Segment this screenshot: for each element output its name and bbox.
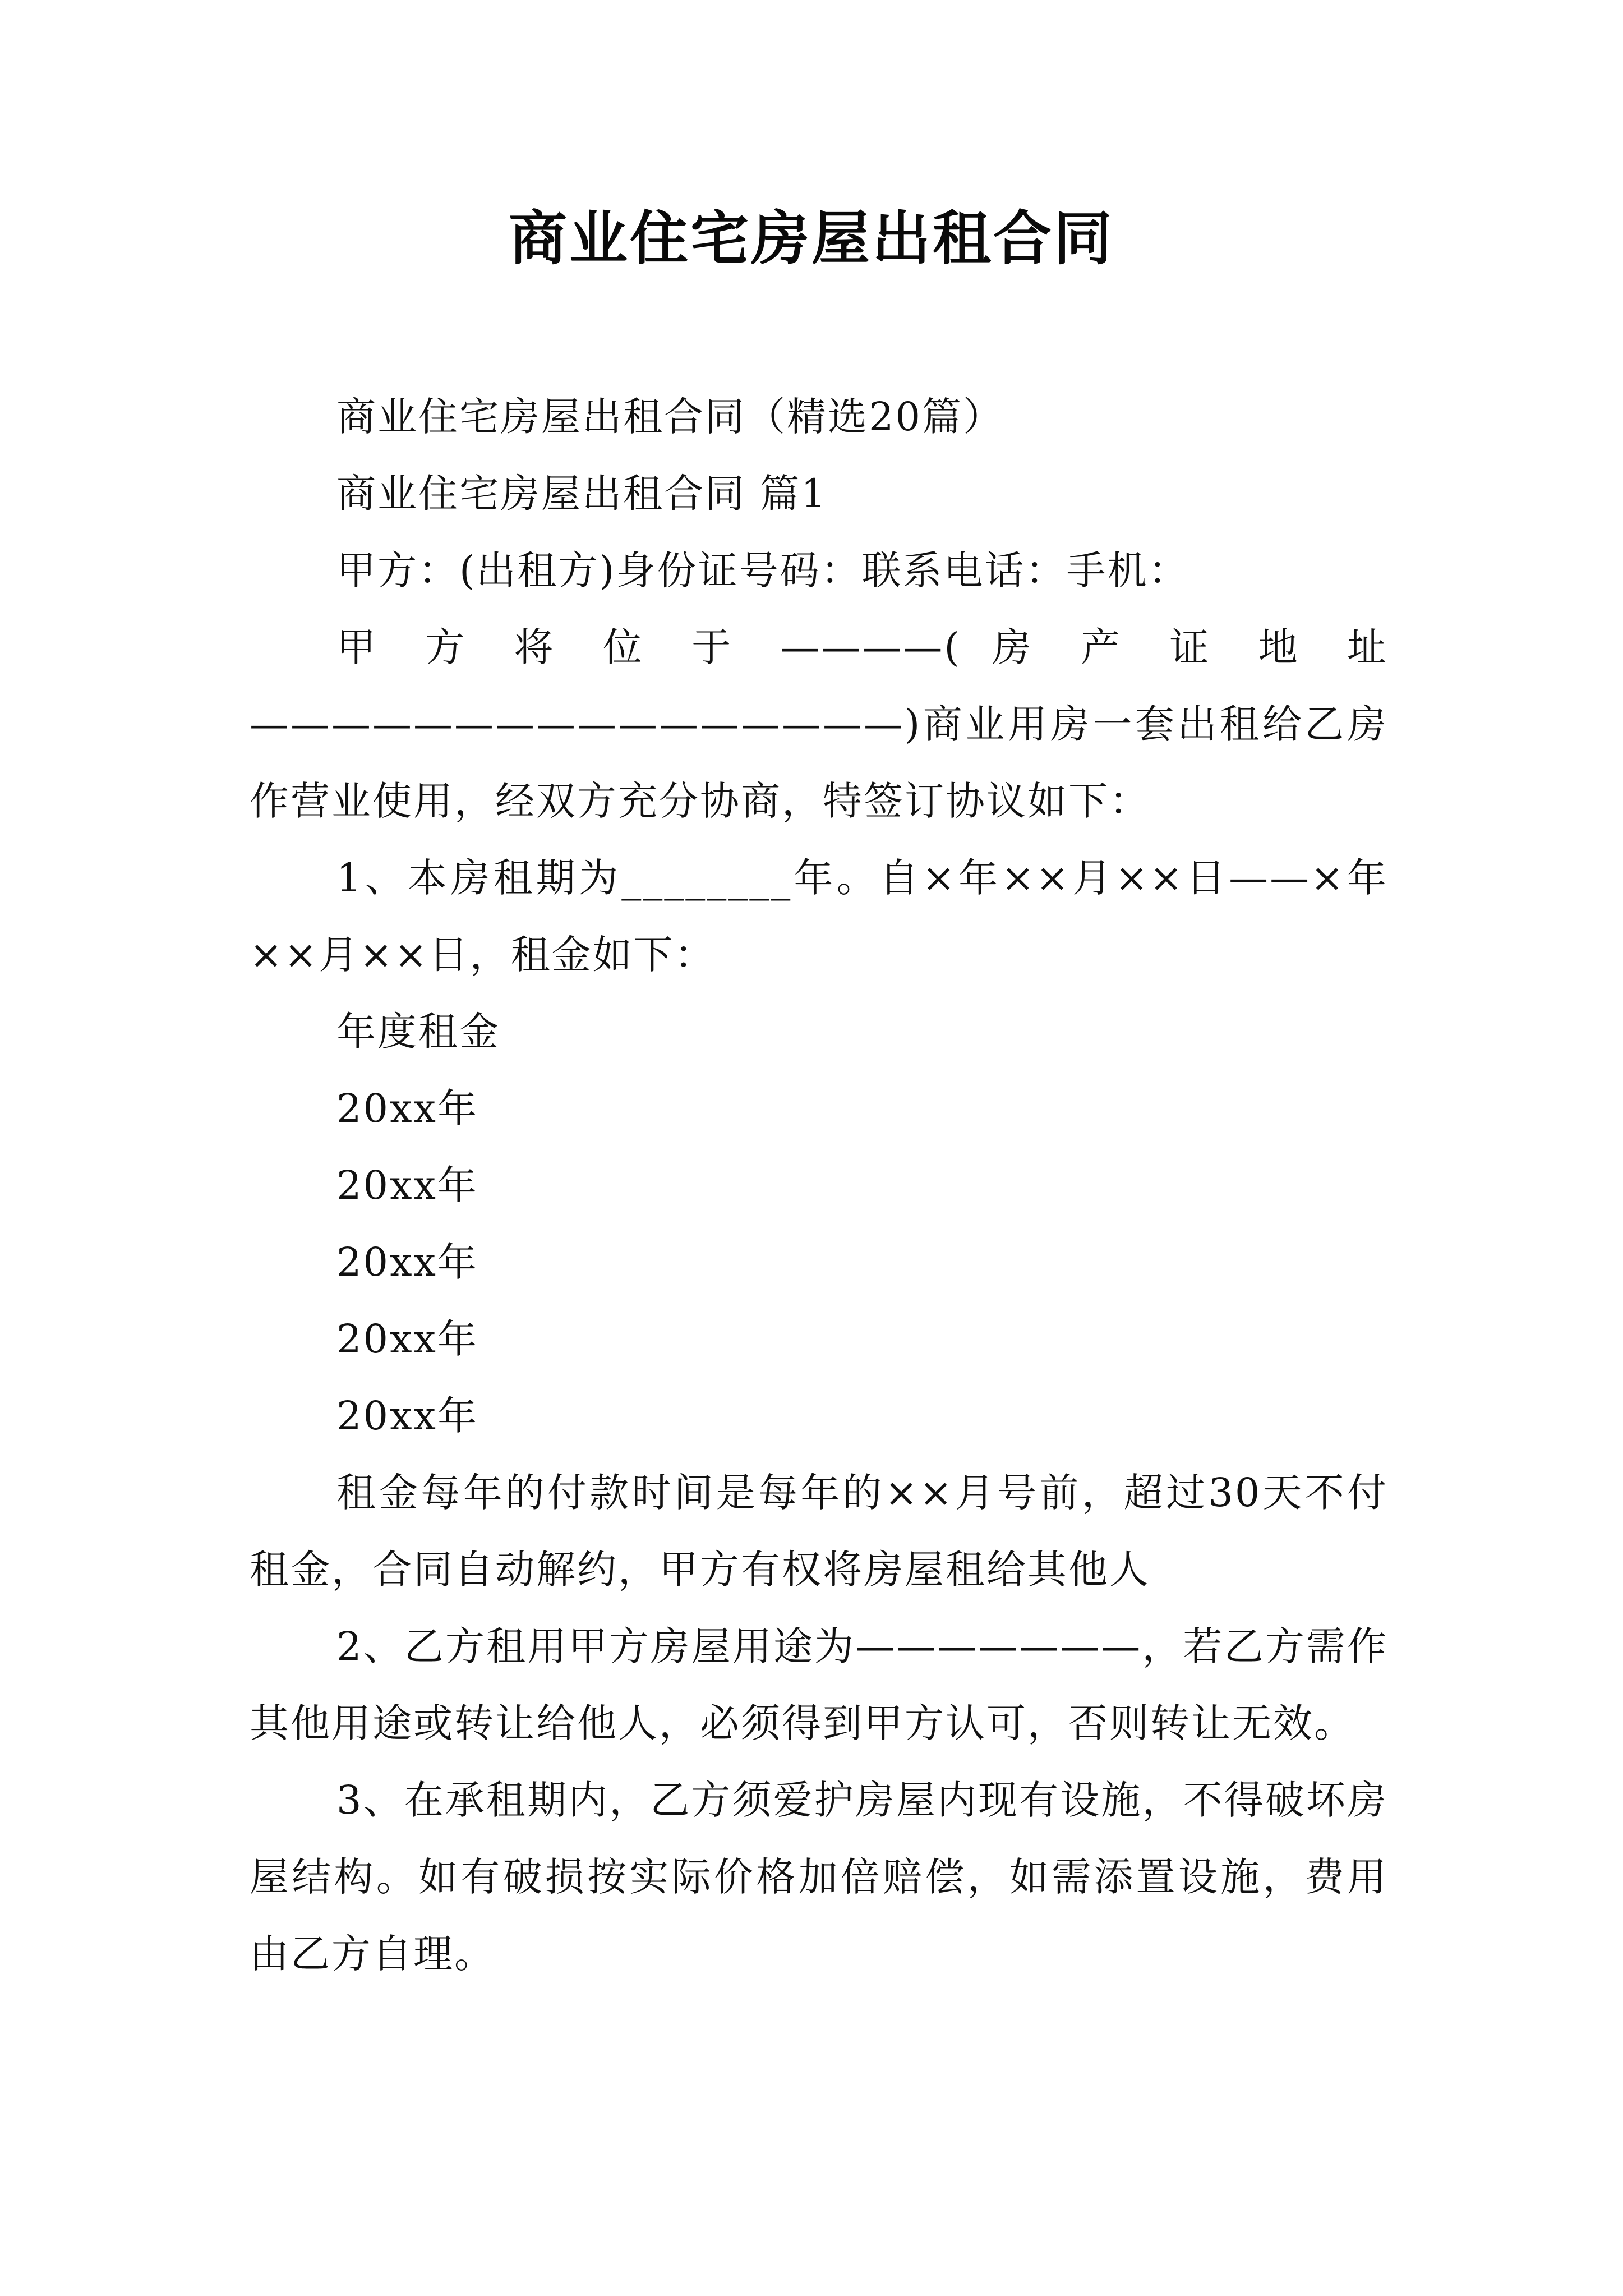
paragraph-year-3: 20xx年 <box>336 1239 479 1285</box>
document-title: 商业住宅房屋出租合同 <box>508 204 1114 273</box>
paragraph-year-1: 20xx年 <box>336 1085 479 1131</box>
paragraph-year-5: 20xx年 <box>336 1393 479 1439</box>
paragraph-year-4: 20xx年 <box>336 1316 479 1362</box>
paragraph-property-location: 甲 方 将 位 于 ————( 房 产 证 地 址 <box>336 624 1388 670</box>
paragraph-clause-3: 3、在承租期内，乙方须爱护房屋内现有设施，不得破坏房屋结构。如有破损按实际价格加倍赔偿，如需添置设施，费用由乙方自理。 <box>250 1777 1388 1977</box>
document-body <box>250 379 1388 1993</box>
paragraph-property-use: ————————————————)商业用房一套出租给乙房作营业使用，经双方充分协商，特签订协议如下： <box>250 701 1388 824</box>
paragraph-payment-terms: 租金每年的付款时间是每年的××月号前，超过30天不付租金，合同自动解约，甲方有权将房屋租给其他人 <box>250 1470 1388 1593</box>
paragraph-year-2: 20xx年 <box>336 1162 479 1208</box>
paragraph-subtitle: 商业住宅房屋出租合同（精选20篇） <box>336 394 1004 440</box>
paragraph-annual-rent: 年度租金 <box>336 1009 500 1055</box>
paragraph-clause-2: 2、乙方租用甲方房屋用途为———————，若乙方需作其他用途或转让给他人，必须得到甲方认可，否则转让无效。 <box>250 1623 1388 1746</box>
paragraph-clause-1: 1、本房租期为________年。自×年××月××日——×年××月××日，租金如下： <box>250 855 1388 978</box>
paragraph-section-heading: 商业住宅房屋出租合同 篇1 <box>336 471 828 517</box>
paragraph-party-a: 甲方：(出租方)身份证号码：联系电话：手机： <box>336 547 1189 593</box>
